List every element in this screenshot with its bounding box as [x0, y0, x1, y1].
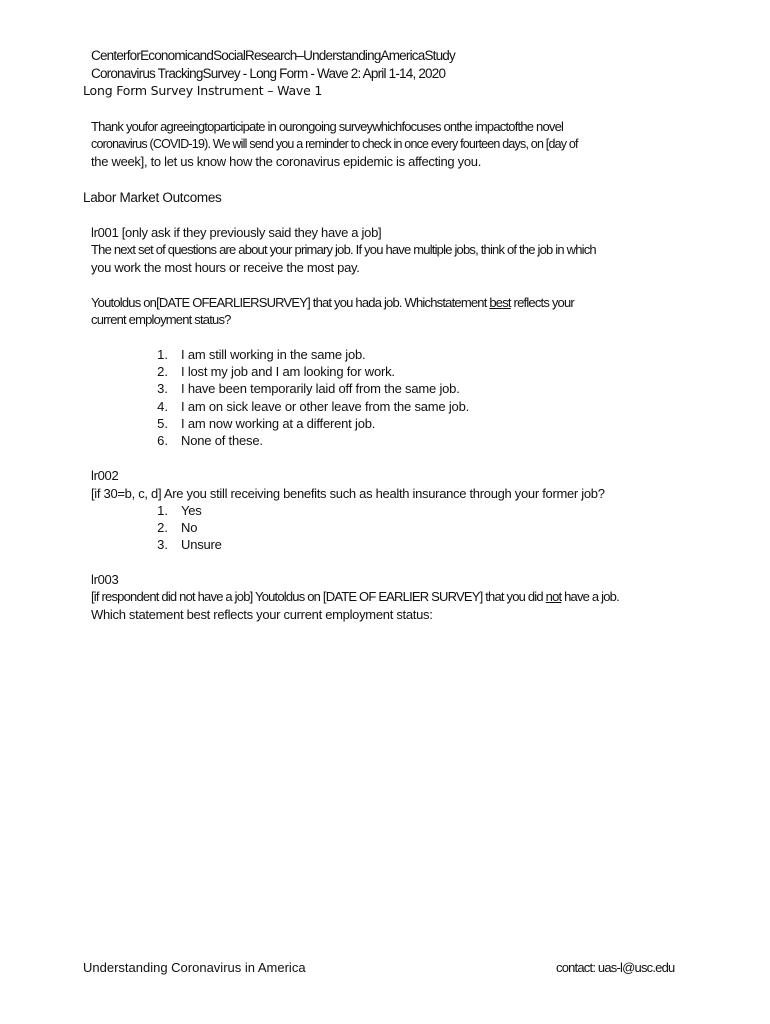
lr001-option-5-text: I am now working at a different job.: [181, 416, 376, 431]
lr001-question-part-1: Youtoldus on[DATE OFEARLIERSURVEY] that you hada job. Whichstatement: [91, 295, 490, 310]
lr001-option-4-text: I am on sick leave or other leave from the same job.: [181, 399, 470, 414]
lr002-option-1-text: Yes: [181, 503, 202, 518]
header-line-3: Long Form Survey Instrument – Wave 1: [83, 83, 323, 98]
lr001-code-line: lr001 [only ask if they previously said they have a job]: [91, 225, 382, 240]
intro-line-3: the week], to let us know how the coronavirus epidemic is affecting you.: [91, 154, 482, 169]
lr001-option-4-number: 4.: [157, 399, 168, 414]
lr001-option-2-text: I lost my job and I am looking for work.: [181, 364, 395, 379]
lr001-option-6-text: None of these.: [181, 433, 263, 448]
lr001-question-part-2: reflects your: [510, 295, 574, 310]
lr003-question-part-1: [if respondent did not have a job] Youtoldus on [DATE OF EARLIER SURVEY] that you did: [91, 589, 546, 604]
lr002-option-2-number: 2.: [157, 520, 168, 535]
lr003-question-emphasis: not: [545, 589, 562, 604]
lr001-text-line-2: you work the most hours or receive the most pay.: [91, 260, 360, 275]
lr003-code: lr003: [91, 572, 119, 587]
lr002-option-3-number: 3.: [157, 537, 168, 552]
lr001-question-emphasis: best: [489, 295, 511, 310]
header-line-1: CenterforEconomicandSocialResearch–UnderstandingAmericaStudy: [91, 48, 455, 63]
lr001-question-line-2: current employment status?: [91, 312, 231, 327]
lr003-question-line-2: Which statement best reflects your current employment status:: [91, 607, 433, 622]
lr001-text-line-1: The next set of questions are about your primary job. If you have multiple jobs, think of the job in which: [91, 242, 596, 257]
lr001-option-2-number: 2.: [157, 364, 168, 379]
lr001-option-1-number: 1.: [157, 347, 168, 362]
lr001-option-3-number: 3.: [157, 381, 168, 396]
header-line-2: Coronavirus TrackingSurvey - Long Form - Wave 2: April 1-14, 2020: [91, 66, 446, 81]
intro-line-1: Thank youfor agreeingtoparticipate in ourongoing surveywhichfocuses onthe impactofthe novel: [91, 119, 564, 134]
lr001-option-6-number: 6.: [157, 433, 168, 448]
lr002-option-1-number: 1.: [157, 503, 168, 518]
lr003-question-part-2: have a job.: [561, 589, 619, 604]
lr001-question-line-1: [91, 294, 574, 311]
lr002-question: [if 30=b, c, d] Are you still receiving benefits such as health insurance through your former job?: [91, 486, 605, 501]
footer-contact: contact: uas-l@usc.edu: [556, 960, 675, 975]
lr002-option-3-text: Unsure: [181, 537, 222, 552]
lr003-question-line-1: [91, 588, 619, 605]
lr002-option-2-text: No: [181, 520, 198, 535]
footer-left: Understanding Coronavirus in America: [83, 960, 306, 975]
lr002-code: lr002: [91, 468, 119, 483]
intro-line-2: coronavirus (COVID-19). We will send you a reminder to check in once every fourteen days, on [day of: [91, 137, 578, 151]
lr001-option-3-text: I have been temporarily laid off from the same job.: [181, 381, 460, 396]
lr001-option-5-number: 5.: [157, 416, 168, 431]
section-title: Labor Market Outcomes: [83, 190, 222, 205]
lr001-option-1-text: I am still working in the same job.: [181, 347, 366, 362]
